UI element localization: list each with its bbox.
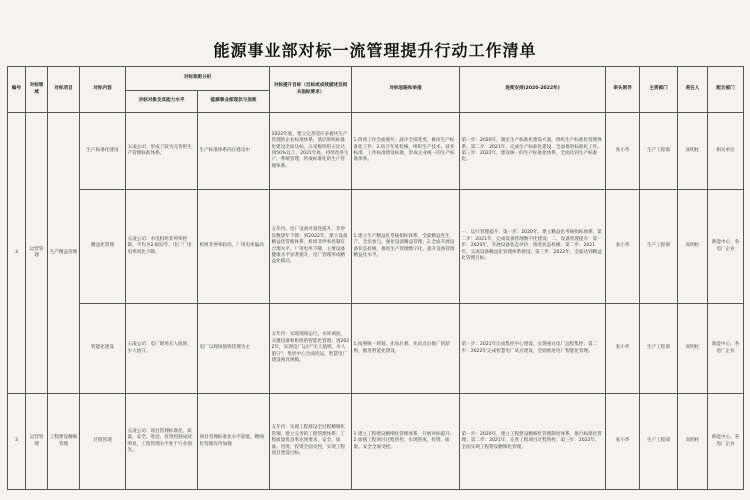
group-no: 3 bbox=[8, 113, 26, 394]
cell-idea: 1.四项工作全面展开，减少全部变更、修改生产标准化工作；2.结合年度检修，组织生产技术、技术标准、工作标准建设标准，形成企业统一的生产标准体系。 bbox=[352, 113, 460, 190]
cell-goal: 2022年底，建立完善适应多板块生产管理的企业标准体系，基层班组标准化建设全面达标，五星级班组占比达到50%以上。2021年底，持续改进生产、系统管理，形成标准化的生产管理体系。 bbox=[270, 113, 352, 190]
cell-lead: 张小华 bbox=[606, 304, 640, 394]
document-title: 能源事业部对标一流管理提升行动工作清单 bbox=[213, 41, 537, 60]
cell-idea: 1.建立工程建设精细化管理体系，开展对标提升；2.加强工程项目过程管控，实现进度、投资、质量、安全全面受控。 bbox=[352, 394, 460, 490]
header-idea: 对标思路和举措 bbox=[352, 67, 460, 113]
cell-coop: 新能中心、各电厂企业 bbox=[708, 190, 744, 304]
header-project: 对标项目 bbox=[48, 67, 80, 113]
cell-schedule: 第一步：2020年，建立工程建设精细化管理制度体系，推行标准化管理；第二步：2021年，完善工程项目过程管控；第三步：2022年，全面实现工程建设精细化管理。 bbox=[460, 394, 606, 490]
cell-idea: 1.按照统一规划、先易后难、先试点后推广的原则，推进智能化建设。 bbox=[352, 304, 460, 394]
cell-gap-target: 五凌公司：水电机组非停率控制，平均为2.8次/年，电厂厂用电率同比下降。 bbox=[126, 190, 198, 304]
header-dept: 主责部门 bbox=[640, 67, 678, 113]
cell-dept: 生产工程部 bbox=[640, 113, 678, 190]
group-domain: 运营管理 bbox=[26, 394, 48, 490]
group-project: 工程建设精细管理 bbox=[48, 394, 80, 490]
cell-gap-target: 五凌公司：电厂现场无人值班，少人值守。 bbox=[126, 304, 198, 394]
cell-dept: 生产工程部 bbox=[640, 190, 678, 304]
cell-gap-target: 五凌公司：形成了较为完善的生产管理标准体系。 bbox=[126, 113, 198, 190]
cell-lead: 张小华 bbox=[606, 190, 640, 304]
cell-content: 生产标准化建设 bbox=[80, 113, 126, 190]
group-project: 生产精益管理 bbox=[48, 113, 80, 394]
cell-schedule: 第一步：2021年完成集控中心建设，实现重点电厂远程集控；第二步：2022年完成智慧电厂试点建设，全面推进电厂智能化管理。 bbox=[460, 304, 606, 394]
group-domain: 运营管理 bbox=[26, 113, 48, 394]
header-no: 编号 bbox=[8, 67, 26, 113]
cell-gap-self: 机组非停率较高，厂用电率偏高 bbox=[198, 190, 270, 304]
cell-dept: 生产工程部 bbox=[640, 394, 678, 490]
header-domain: 对标领域 bbox=[26, 67, 48, 113]
table-row bbox=[8, 304, 744, 394]
cell-gap-self: 生产标准体系尚在建设中 bbox=[198, 113, 270, 190]
header-coop: 配合部门 bbox=[708, 67, 744, 113]
cell-person: 高明柱 bbox=[678, 394, 708, 490]
cell-person: 高明柱 bbox=[678, 304, 708, 394]
cell-person: 高明柱 bbox=[678, 113, 708, 190]
cell-schedule: 一、运行管理提升：第一步：2020年，建立精益化考核指标体系；第二步：2021年，完成设备管理数字化建设；二、设备管理提升：第一步：2020年，开展设备状态评价，推进状态检修；第二步：2021年，完成设备精益化管理体系建设；第三步：2022年，全面达到精益化管理目标。 bbox=[460, 190, 606, 304]
cell-gap-self: 项目管理标准化水平较低，精细化管理有待加强 bbox=[198, 394, 270, 490]
header-goal: 对标提升目标（目标或成效描述及相关指标要求） bbox=[270, 67, 352, 113]
cell-coop: 相关单位 bbox=[708, 113, 744, 190]
cell-content: 过程管理 bbox=[80, 394, 126, 490]
cell-coop: 新能中心、各电厂企业 bbox=[708, 394, 744, 490]
cell-person: 高明柱 bbox=[678, 190, 708, 304]
table-row bbox=[8, 394, 744, 490]
cell-goal: 五年内：实现工程建设全过程精细化管理，建立完善的工程管理体系；工程质量优良率达到要求，安全、质量、进度、投资全面受控，实现工程项目建设目标。 bbox=[270, 394, 352, 490]
header-gap-self: 能源事业部现状与差距 bbox=[198, 91, 270, 113]
cell-dept: 生产工程部 bbox=[640, 304, 678, 394]
cell-schedule: 第一步：2020年，制定生产标准化建设方案，组织生产标准化管理体系。第二步：2021年，完成生产标准化建设，全面推进标准化工作。第三步：2022年，建设统一的生产标准化体系，全面达到生产标准化。 bbox=[460, 113, 606, 190]
header-schedule: 进度安排(2020-2022年) bbox=[460, 67, 606, 113]
work-list-table bbox=[7, 66, 744, 490]
header-person: 责任人 bbox=[678, 67, 708, 113]
header-content: 对标内容 bbox=[80, 67, 126, 113]
cell-goal: 五年内：实现现场运行、水库调度、关键设备和机组的智能化管理；到2022年，实现电厂运行"无人值班，少人值守"，集控中心全面投运，智慧电厂建设初具规模。 bbox=[270, 304, 352, 394]
group-no: 3 bbox=[8, 394, 26, 490]
table-row bbox=[8, 113, 744, 190]
cell-content: 精益化管理 bbox=[80, 190, 126, 304]
cell-coop: 新能中心、各电厂企业 bbox=[708, 304, 744, 394]
cell-lead: 张小华 bbox=[606, 394, 640, 490]
cell-goal: 五年内，电厂设备可靠性提升，非停次数逐年下降；到2022年，建立设备精益化管理体系，机组非停率控制在合理水平，厂用电率下降，主要设备健康水平显著提升，电厂管理形成精益化模式。 bbox=[270, 190, 352, 304]
header-row-1 bbox=[8, 67, 744, 91]
table-row bbox=[8, 190, 744, 304]
cell-gap-target: 五凌公司：项目管理标准化，质量、安全、进度、投资控制成效明显，工程管理水平处于行业领先。 bbox=[126, 394, 198, 490]
cell-gap-self: 电厂以现场值班管理为主 bbox=[198, 304, 270, 394]
cell-content: 智能化建设 bbox=[80, 304, 126, 394]
header-gap: 对标差距分析 bbox=[126, 67, 270, 91]
cell-lead: 张小华 bbox=[606, 113, 640, 190]
header-gap-target: 对标对象及其能力水平 bbox=[126, 91, 198, 113]
cell-idea: 1.建立生产精益化考核指标体系，全面精益化生产，全员参与，强化设备精益管理；2.全面开展设备状态检修，推进生产管理数字化，提升设备管理精益化水平。 bbox=[352, 190, 460, 304]
header-lead: 牵头领导 bbox=[606, 67, 640, 113]
